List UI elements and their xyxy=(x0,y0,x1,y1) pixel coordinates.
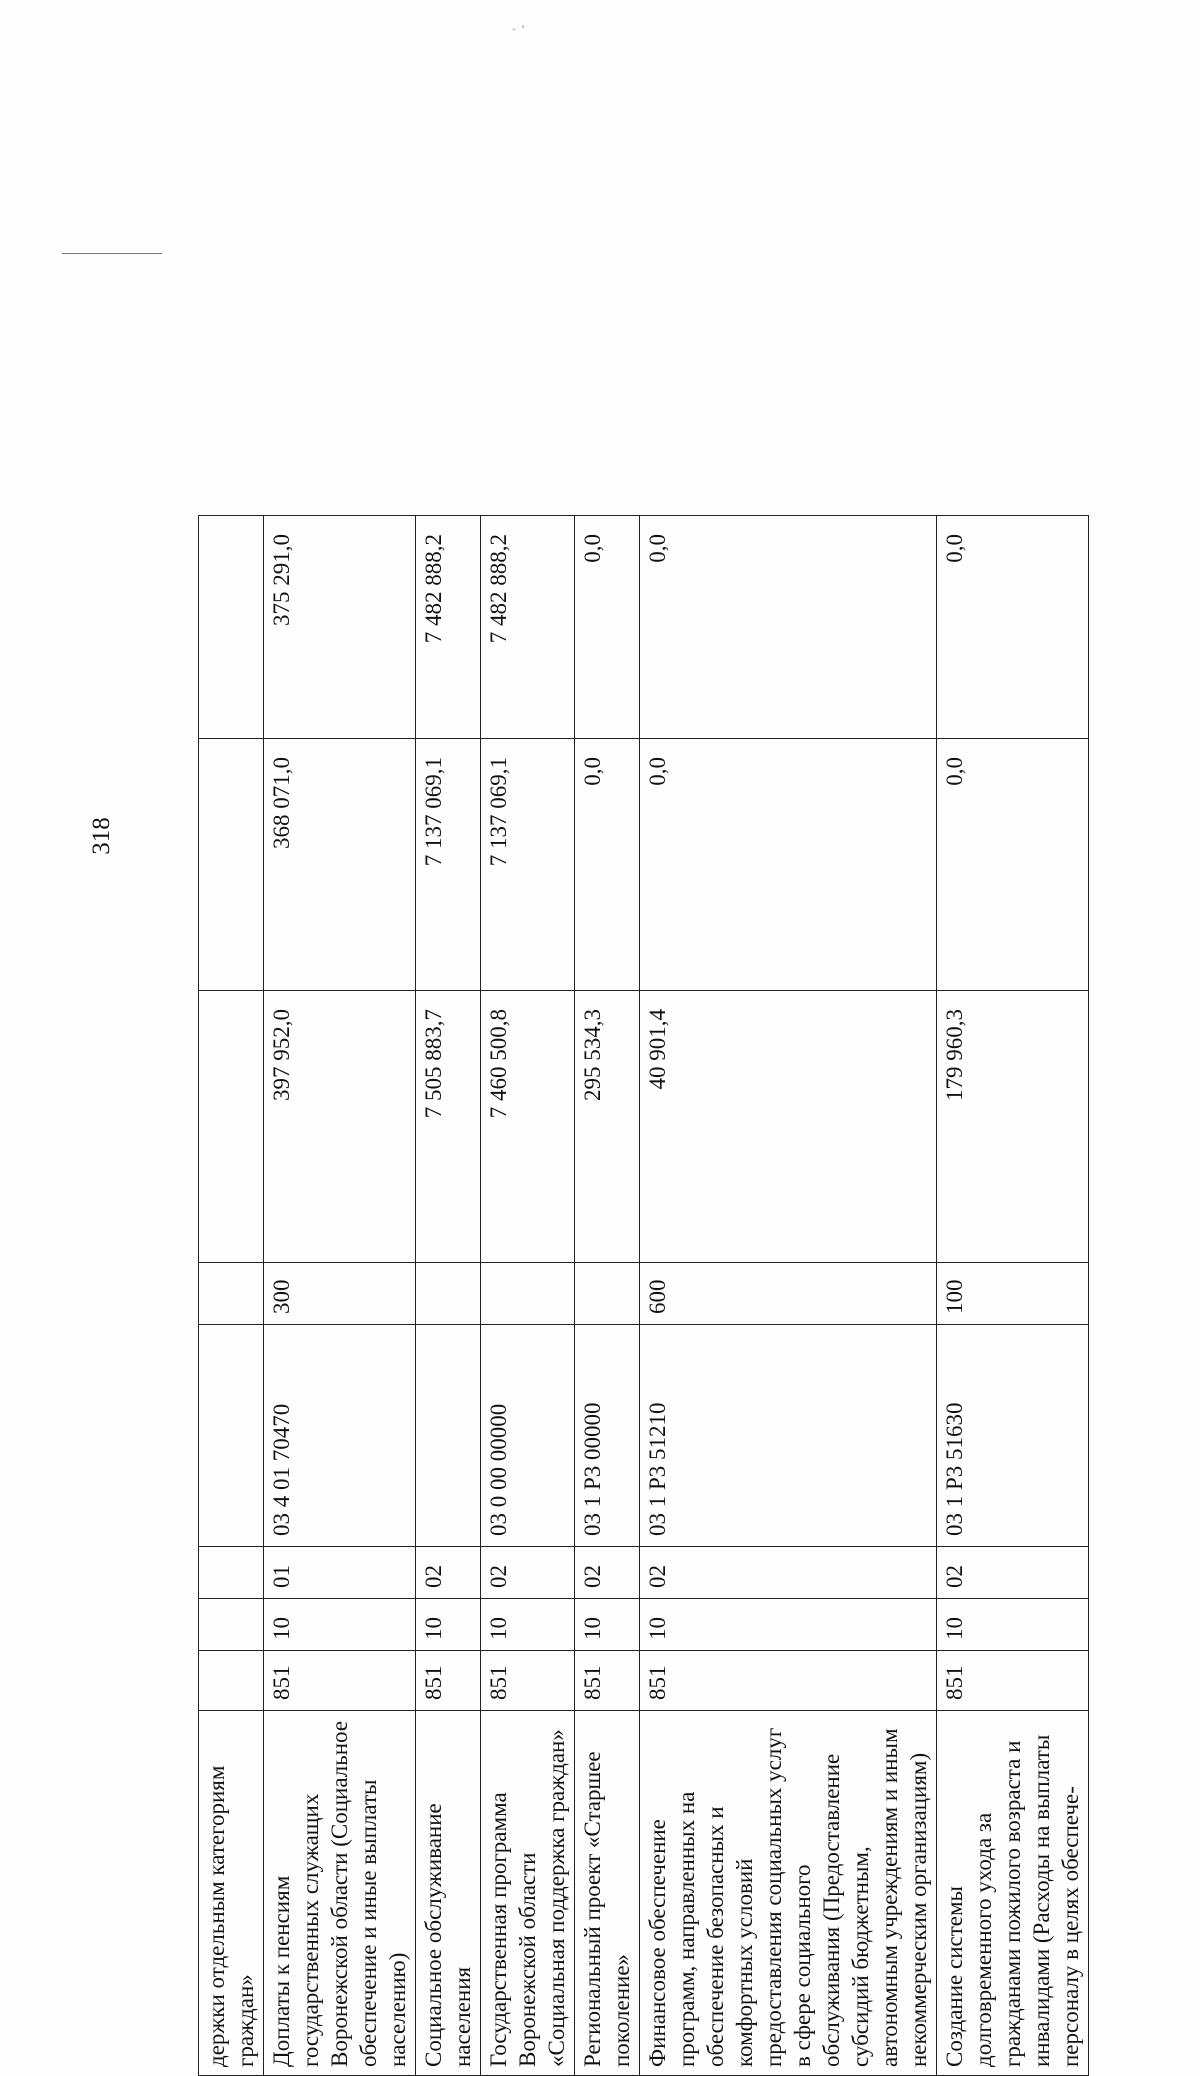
amount-year2-cell: 7 137 069,1 xyxy=(416,739,481,991)
section-code-cell xyxy=(199,1599,264,1651)
row-name-cell: Доплаты к пенсиям государственных служащих Воронежской области (Социальное обеспечение и иные выплаты населению) xyxy=(264,1711,416,2076)
ved-code-cell: 851 xyxy=(640,1651,937,1711)
row-name-cell: Государственная программа Воронежской области «Социальная поддержка граждан» xyxy=(481,1711,575,2076)
row-name-cell: Финансовое обеспечение программ, направленных на обеспечение безопасных и комфортных условий предоставления социальных услуг в сфере социального обслуживания (Предоставление субсидий бюджетным, автономным учреждениям и иным некоммерческим организациям) xyxy=(640,1711,937,2076)
subsection-code-cell: 01 xyxy=(264,1547,416,1599)
amount-year3-cell: 7 482 888,2 xyxy=(416,516,481,739)
table-row xyxy=(575,516,640,2076)
table-row xyxy=(937,516,1089,2076)
amount-year3-cell: 375 291,0 xyxy=(264,516,416,739)
target-article-cell: 03 1 P3 51210 xyxy=(640,1325,937,1547)
amount-year3-cell xyxy=(199,516,264,739)
scan-artifact-line xyxy=(62,253,162,254)
subsection-code-cell: 02 xyxy=(481,1547,575,1599)
table-body xyxy=(199,516,1089,2076)
budget-table-rotated xyxy=(198,516,1200,2076)
amount-year1-cell: 40 901,4 xyxy=(640,991,937,1263)
target-article-cell: 03 4 01 70470 xyxy=(264,1325,416,1547)
row-name-cell: держки отдельным категориям граждан» xyxy=(199,1711,264,2076)
expense-type-cell xyxy=(199,1263,264,1325)
ved-code-cell: 851 xyxy=(264,1651,416,1711)
expense-type-cell xyxy=(575,1263,640,1325)
section-code-cell: 10 xyxy=(416,1599,481,1651)
amount-year3-cell: 0,0 xyxy=(640,516,937,739)
scan-speck: · ' xyxy=(512,22,525,36)
target-article-cell: 03 1 P3 51630 xyxy=(937,1325,1089,1547)
target-article-cell xyxy=(416,1325,481,1547)
amount-year1-cell xyxy=(199,991,264,1263)
amount-year3-cell: 0,0 xyxy=(937,516,1089,739)
expense-type-cell: 100 xyxy=(937,1263,1089,1325)
amount-year2-cell: 7 137 069,1 xyxy=(481,739,575,991)
ved-code-cell: 851 xyxy=(416,1651,481,1711)
subsection-code-cell: 02 xyxy=(937,1547,1089,1599)
subsection-code-cell xyxy=(199,1547,264,1599)
amount-year1-cell: 7 505 883,7 xyxy=(416,991,481,1263)
expense-type-cell xyxy=(416,1263,481,1325)
section-code-cell: 10 xyxy=(937,1599,1089,1651)
ved-code-cell: 851 xyxy=(481,1651,575,1711)
amount-year1-cell: 179 960,3 xyxy=(937,991,1089,1263)
ved-code-cell xyxy=(199,1651,264,1711)
section-code-cell: 10 xyxy=(264,1599,416,1651)
target-article-cell: 03 1 P3 00000 xyxy=(575,1325,640,1547)
target-article-cell: 03 0 00 00000 xyxy=(481,1325,575,1547)
table-row xyxy=(416,516,481,2076)
table-row xyxy=(199,516,264,2076)
amount-year1-cell: 295 534,3 xyxy=(575,991,640,1263)
table-row xyxy=(481,516,575,2076)
amount-year2-cell: 0,0 xyxy=(575,739,640,991)
table-row xyxy=(640,516,937,2076)
section-code-cell: 10 xyxy=(575,1599,640,1651)
amount-year2-cell: 0,0 xyxy=(937,739,1089,991)
amount-year3-cell: 0,0 xyxy=(575,516,640,739)
subsection-code-cell: 02 xyxy=(640,1547,937,1599)
table-row xyxy=(264,516,416,2076)
target-article-cell xyxy=(199,1325,264,1547)
amount-year3-cell: 7 482 888,2 xyxy=(481,516,575,739)
section-code-cell: 10 xyxy=(481,1599,575,1651)
expense-type-cell: 300 xyxy=(264,1263,416,1325)
page-number: 318 xyxy=(88,817,115,855)
amount-year1-cell: 7 460 500,8 xyxy=(481,991,575,1263)
row-name-cell: Создание системы долговременного ухода за гражданами пожилого возраста и инвалидами (Расходы на выплаты персоналу в целях обеспече- xyxy=(937,1711,1089,2076)
amount-year2-cell xyxy=(199,739,264,991)
amount-year2-cell: 368 071,0 xyxy=(264,739,416,991)
expense-type-cell: 600 xyxy=(640,1263,937,1325)
budget-table xyxy=(198,515,1089,2076)
ved-code-cell: 851 xyxy=(575,1651,640,1711)
subsection-code-cell: 02 xyxy=(416,1547,481,1599)
amount-year2-cell: 0,0 xyxy=(640,739,937,991)
amount-year1-cell: 397 952,0 xyxy=(264,991,416,1263)
section-code-cell: 10 xyxy=(640,1599,937,1651)
expense-type-cell xyxy=(481,1263,575,1325)
row-name-cell: Социальное обслуживание населения xyxy=(416,1711,481,2076)
ved-code-cell: 851 xyxy=(937,1651,1089,1711)
row-name-cell: Региональный проект «Старшее поколение» xyxy=(575,1711,640,2076)
subsection-code-cell: 02 xyxy=(575,1547,640,1599)
